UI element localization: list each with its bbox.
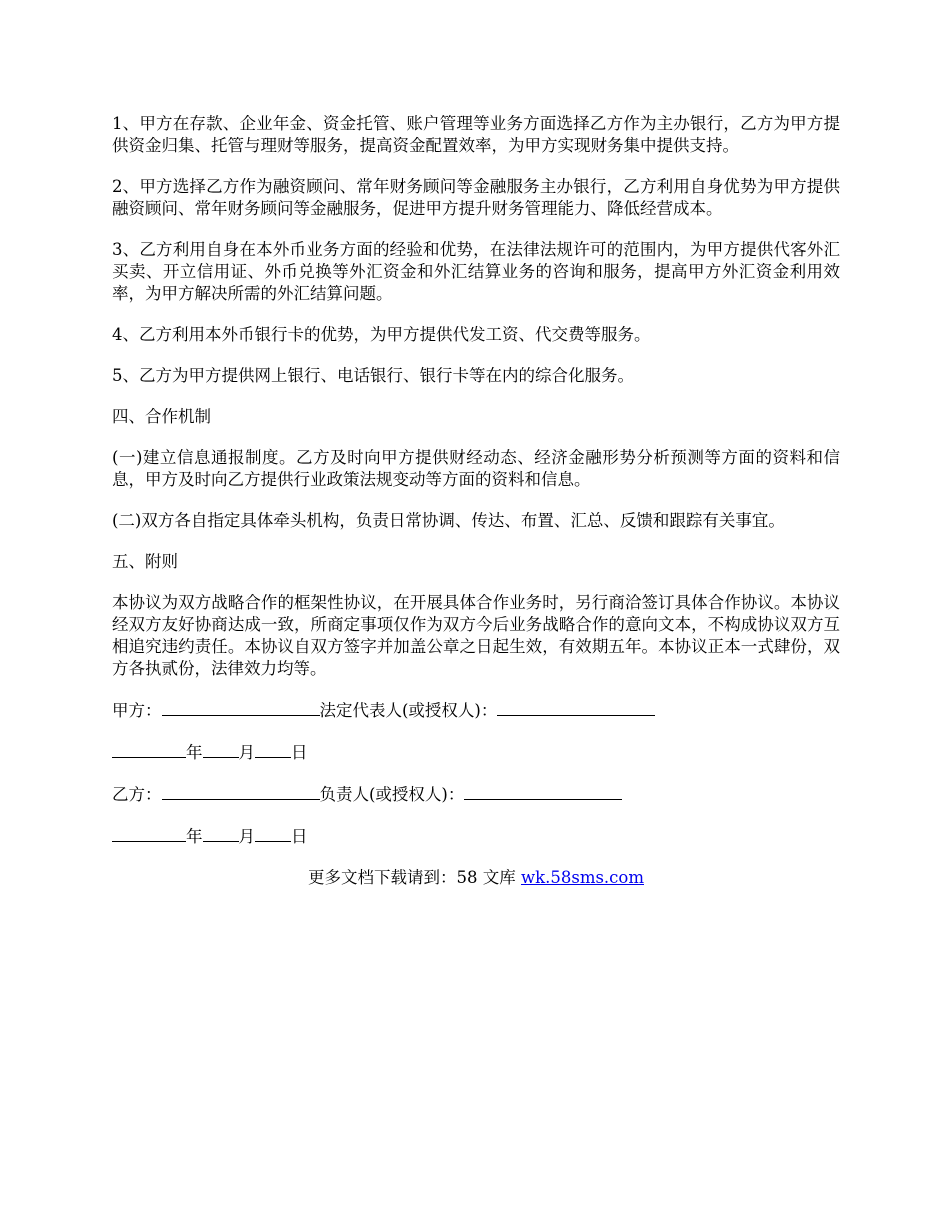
footer-download-note — [112, 867, 840, 889]
party-b-year-label: 年 — [186, 827, 203, 846]
party-a-date-line — [112, 741, 840, 764]
footer-text: 更多文档下载请到：58 文库 — [307, 868, 521, 887]
document-page — [112, 113, 840, 889]
party-a-day-blank — [255, 741, 291, 758]
party-a-signature-line — [112, 699, 840, 722]
clause-5: 5、乙方为甲方提供网上银行、电话银行、银行卡等在内的综合化服务。 — [112, 366, 634, 385]
clause-4: 4、乙方利用本外币银行卡的优势，为甲方提供代发工资、代交费等服务。 — [112, 325, 651, 344]
party-b-signature-line — [112, 783, 840, 806]
party-b-rep-label: 负责人(或授权人)： — [319, 785, 465, 804]
party-b-day-label: 日 — [291, 827, 308, 846]
party-a-blank — [162, 699, 320, 716]
party-b-year-blank — [112, 825, 186, 842]
party-b-rep-blank — [464, 783, 622, 800]
section-5-text: 本协议为双方战略合作的框架性协议，在开展具体合作业务时，另行商洽签订具体合作协议。本协议经双方友好协商达成一致，所商定事项仅作为双方今后业务战略合作的意向文本，不构成协议双方互相追究违约责任。本协议自双方签字并加盖公章之日起生效，有效期五年。本协议正本一式肆份，双方各执贰份，法律效力均等。 — [112, 593, 840, 678]
party-a-rep-label: 法定代表人(或授权人)： — [319, 701, 498, 720]
party-b-day-blank — [255, 825, 291, 842]
party-a-day-label: 日 — [291, 743, 308, 762]
clause-3: 3、乙方利用自身在本外币业务方面的经验和优势，在法律法规许可的范围内，为甲方提供代客外汇买卖、开立信用证、外币兑换等外汇资金和外汇结算业务的咨询和服务，提高甲方外汇资金利用效率，为甲方解决所需的外汇结算问题。 — [112, 240, 840, 303]
section-4-item-2: (二)双方各自指定具体牵头机构，负责日常协调、传达、布置、汇总、反馈和跟踪有关事宜。 — [112, 511, 785, 530]
section-4-item-1: (一)建立信息通报制度。乙方及时向甲方提供财经动态、经济金融形势分析预测等方面的资料和信息，甲方及时向乙方提供行业政策法规变动等方面的资料和信息。 — [112, 448, 840, 489]
party-b-date-line — [112, 825, 840, 848]
party-a-year-label: 年 — [186, 743, 203, 762]
party-a-month-label: 月 — [238, 743, 255, 762]
party-b-month-label: 月 — [238, 827, 255, 846]
party-a-year-blank — [112, 741, 186, 758]
party-b-label: 乙方： — [112, 785, 162, 804]
clause-1: 1、甲方在存款、企业年金、资金托管、账户管理等业务方面选择乙方作为主办银行，乙方为甲方提供资金归集、托管与理财等服务，提高资金配置效率，为甲方实现财务集中提供支持。 — [112, 114, 840, 155]
party-b-month-blank — [203, 825, 239, 842]
party-a-label: 甲方： — [112, 701, 162, 720]
section-5-heading: 五、附则 — [112, 552, 178, 571]
party-a-month-blank — [203, 741, 239, 758]
footer-link[interactable]: wk.58sms.com — [520, 868, 644, 887]
party-a-rep-blank — [497, 699, 655, 716]
section-4-heading: 四、合作机制 — [112, 407, 211, 426]
clause-2: 2、甲方选择乙方作为融资顾问、常年财务顾问等金融服务主办银行，乙方利用自身优势为甲方提供融资顾问、常年财务顾问等金融服务，促进甲方提升财务管理能力、降低经营成本。 — [112, 177, 840, 218]
party-b-blank — [162, 783, 320, 800]
